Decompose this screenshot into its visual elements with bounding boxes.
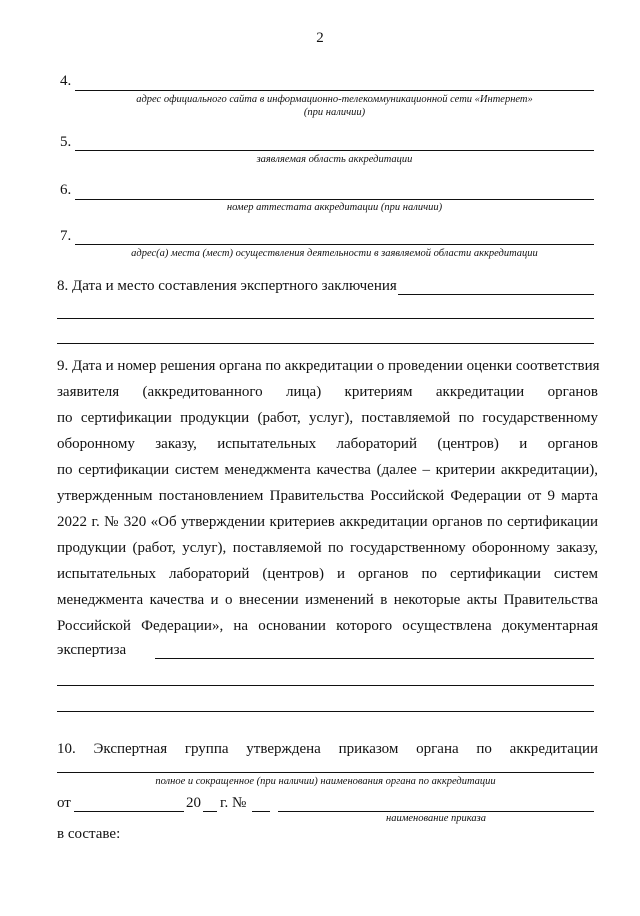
item-9-line-3: по сертификации продукции (работ, услуг), поставляемой по государственному — [57, 410, 598, 426]
item-9-line-1: 9. Дата и номер решения органа по аккредитации о проведении оценки соответствия — [57, 358, 600, 374]
order-year-line[interactable] — [203, 811, 217, 812]
order-name-caption: наименование приказа — [385, 813, 486, 824]
order-date-from-label: от — [57, 795, 71, 811]
item-6-number: 6. — [60, 182, 72, 198]
item-6-caption: номер аттестата аккредитации (при наличии) — [226, 202, 443, 213]
item-7-field-line[interactable] — [75, 244, 594, 245]
item-9-line-11: Российской Федерации», на основании которого осуществлена документарная — [57, 618, 598, 634]
item-5-caption: заявляемая область аккредитации — [256, 154, 413, 165]
order-number-line[interactable] — [252, 811, 270, 812]
item-7-number: 7. — [60, 228, 72, 244]
item-9-last-word: экспертиза — [57, 642, 127, 658]
composition-label: в составе: — [57, 826, 121, 842]
item-6-field-line[interactable] — [75, 199, 594, 200]
item-10-caption: полное и сокращенное (при наличии) наименования органа по аккредитации — [155, 776, 496, 787]
item-9-field-line[interactable] — [155, 658, 594, 659]
item-9-extra-line-2[interactable] — [57, 711, 594, 712]
item-9-line-9: испытательных лабораторий (центров) и органов по сертификации систем — [57, 566, 598, 582]
item-9-line-7: 2022 г. № 320 «Об утверждении критериев аккредитации органов по сертификации — [57, 514, 598, 530]
item-9-line-4: оборонному заказу, испытательных лабораторий (центров) и органов — [57, 436, 598, 452]
item-4-caption-note: (при наличии) — [303, 107, 366, 118]
item-9-line-5: по сертификации систем менеджмента качества (далее – критерии аккредитации), — [57, 462, 598, 478]
order-year-number-label: г. № — [220, 795, 247, 811]
item-10-field-line[interactable] — [57, 772, 594, 773]
item-9-extra-line-1[interactable] — [57, 685, 594, 686]
item-9-line-2: заявителя (аккредитованного лица) критериям аккредитации органов — [57, 384, 598, 400]
item-10-line-1: 10. Экспертная группа утверждена приказом органа по аккредитации — [57, 741, 598, 757]
item-4-field-line[interactable] — [75, 90, 594, 91]
item-8-extra-line-1[interactable] — [57, 318, 594, 319]
page-number: 2 — [316, 30, 324, 46]
item-8-extra-line-2[interactable] — [57, 343, 594, 344]
item-9-line-10: менеджмента качества и о внесении изменений в некоторые акты Правительства — [57, 592, 598, 608]
item-9-line-8: продукции (работ, услуг), поставляемой по государственному оборонному заказу, — [57, 540, 598, 556]
item-5-field-line[interactable] — [75, 150, 594, 151]
item-9-line-6: утвержденным постановлением Правительства Российской Федерации от 9 марта — [57, 488, 598, 504]
item-4-caption: адрес официального сайта в информационно-телекоммуникационной сети «Интернет» — [136, 94, 533, 105]
item-5-number: 5. — [60, 134, 72, 150]
item-8-field-line[interactable] — [398, 294, 594, 295]
item-4-number: 4. — [60, 73, 72, 89]
order-date-day-line[interactable] — [74, 811, 184, 812]
order-name-line[interactable] — [278, 811, 594, 812]
item-7-caption: адрес(а) места (мест) осуществления деятельности в заявляемой области аккредитации — [131, 248, 538, 259]
order-year-prefix: 20 — [186, 795, 201, 811]
item-8-label: 8. Дата и место составления экспертного заключения — [57, 278, 397, 294]
